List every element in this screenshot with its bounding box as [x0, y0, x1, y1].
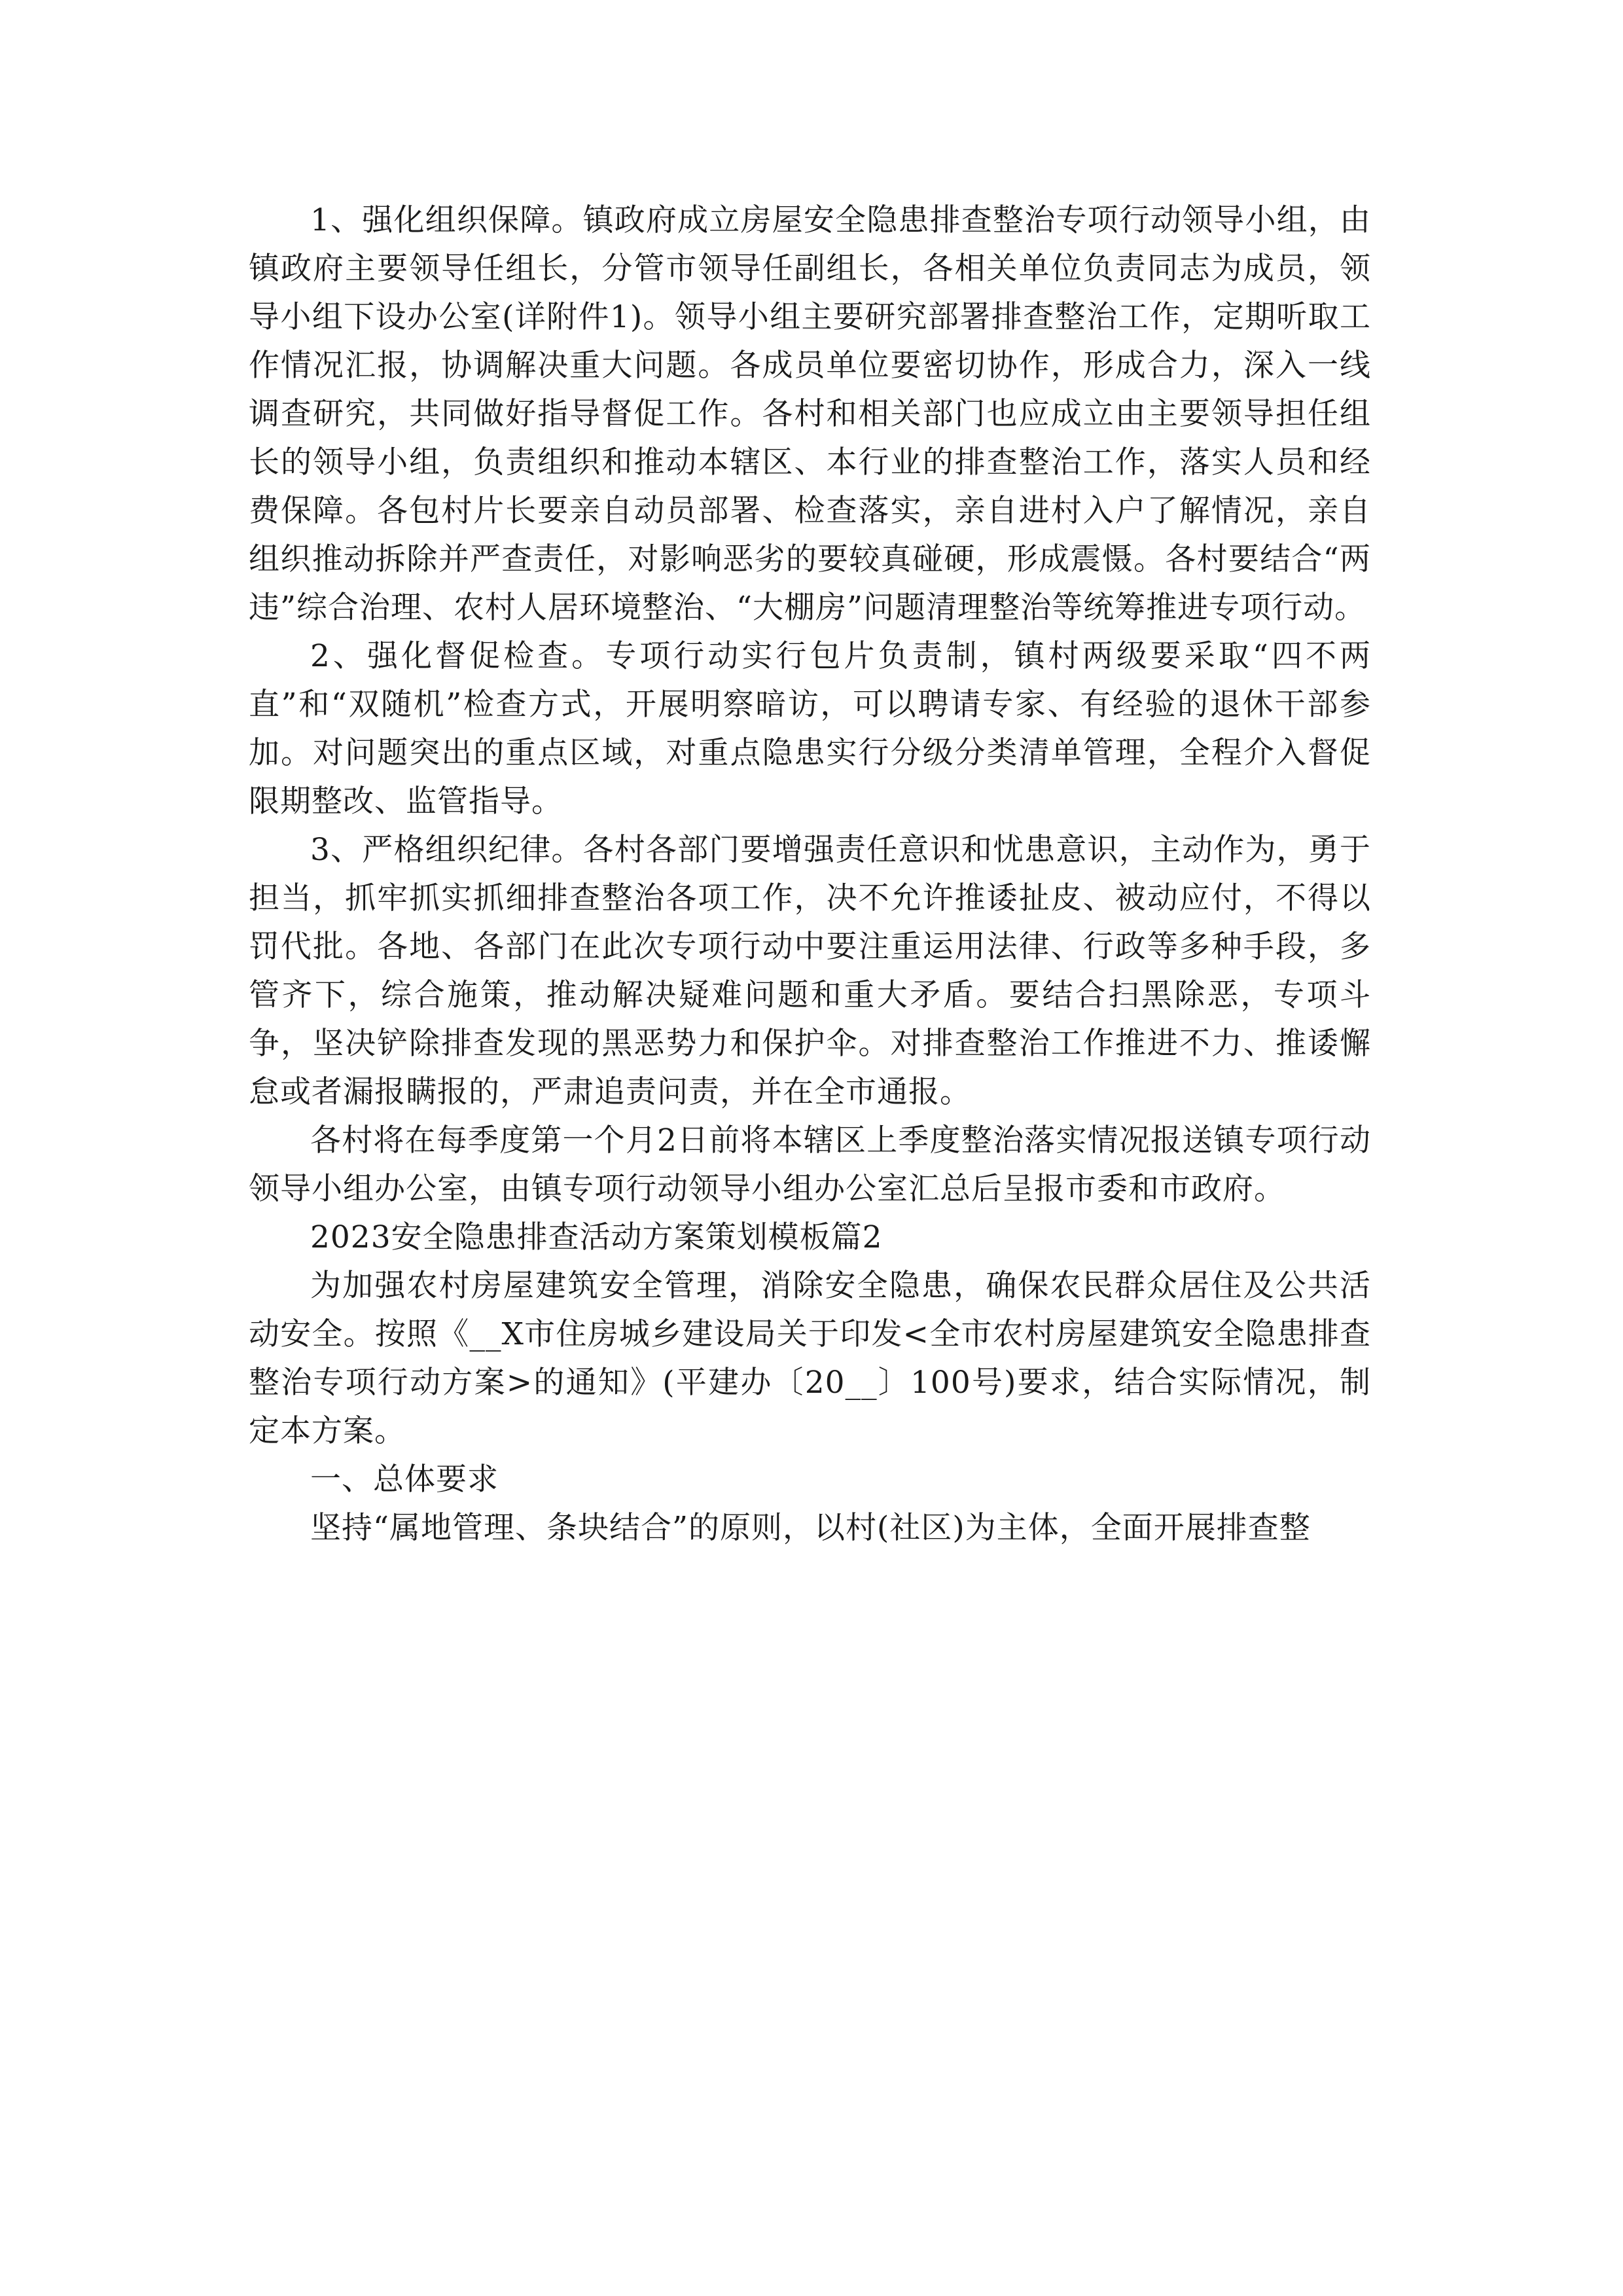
document-body	[249, 196, 1371, 1552]
paragraph-principles: 坚持“属地管理、条块结合”的原则，以村(社区)为主体，全面开展排查整	[310, 1510, 1311, 1546]
paragraph-supervision-inspection: 2、强化督促检查。专项行动实行包片负责制，镇村两级要采取“四不两直”和“双随机”检查方式，开展明察暗访，可以聘请专家、有经验的退休干部参加。对问题突出的重点区域，对重点隐患实行分级分类清单管理，全程介入督促限期整改、监管指导。	[249, 638, 1371, 819]
paragraph-intro: 为加强农村房屋建筑安全管理，消除安全隐患，确保农民群众居住及公共活动安全。按照《__X市住房城乡建设局关于印发<全市农村房屋建筑安全隐患排查整治专项行动方案>的通知》(平建办〔20__〕100号)要求，结合实际情况，制定本方案。	[249, 1268, 1371, 1449]
paragraph-quarterly-report: 各村将在每季度第一个月2日前将本辖区上季度整治落实情况报送镇专项行动领导小组办公室，由镇专项行动领导小组办公室汇总后呈报市委和市政府。	[249, 1122, 1371, 1207]
section-title: 2023安全隐患排查活动方案策划模板篇2	[310, 1219, 883, 1255]
paragraph-organization-guarantee: 1、强化组织保障。镇政府成立房屋安全隐患排查整治专项行动领导小组，由镇政府主要领导任组长，分管市领导任副组长，各相关单位负责同志为成员，领导小组下设办公室(详附件1)。领导小组主要研究部署排查整治工作，定期听取工作情况汇报，协调解决重大问题。各成员单位要密切协作，形成合力，深入一线调查研究，共同做好指导督促工作。各村和相关部门也应成立由主要领导担任组长的领导小组，负责组织和推动本辖区、本行业的排查整治工作，落实人员和经费保障。各包村片长要亲自动员部署、检查落实，亲自进村入户了解情况，亲自组织推动拆除并严查责任，对影响恶劣的要较真碰硬，形成震慑。各村要结合“两违”综合治理、农村人居环境整治、“大棚房”问题清理整治等统筹推进专项行动。	[249, 202, 1371, 626]
paragraph-organization-discipline: 3、严格组织纪律。各村各部门要增强责任意识和忧患意识，主动作为，勇于担当，抓牢抓实抓细排查整治各项工作，决不允许推诿扯皮、被动应付，不得以罚代批。各地、各部门在此次专项行动中要注重运用法律、行政等多种手段，多管齐下，综合施策，推动解决疑难问题和重大矛盾。要结合扫黑除恶，专项斗争，坚决铲除排查发现的黑恶势力和保护伞。对排查整治工作推进不力、推诿懈怠或者漏报瞒报的，严肃追责问责，并在全市通报。	[249, 832, 1371, 1110]
heading-general-requirements: 一、总体要求	[310, 1462, 499, 1498]
